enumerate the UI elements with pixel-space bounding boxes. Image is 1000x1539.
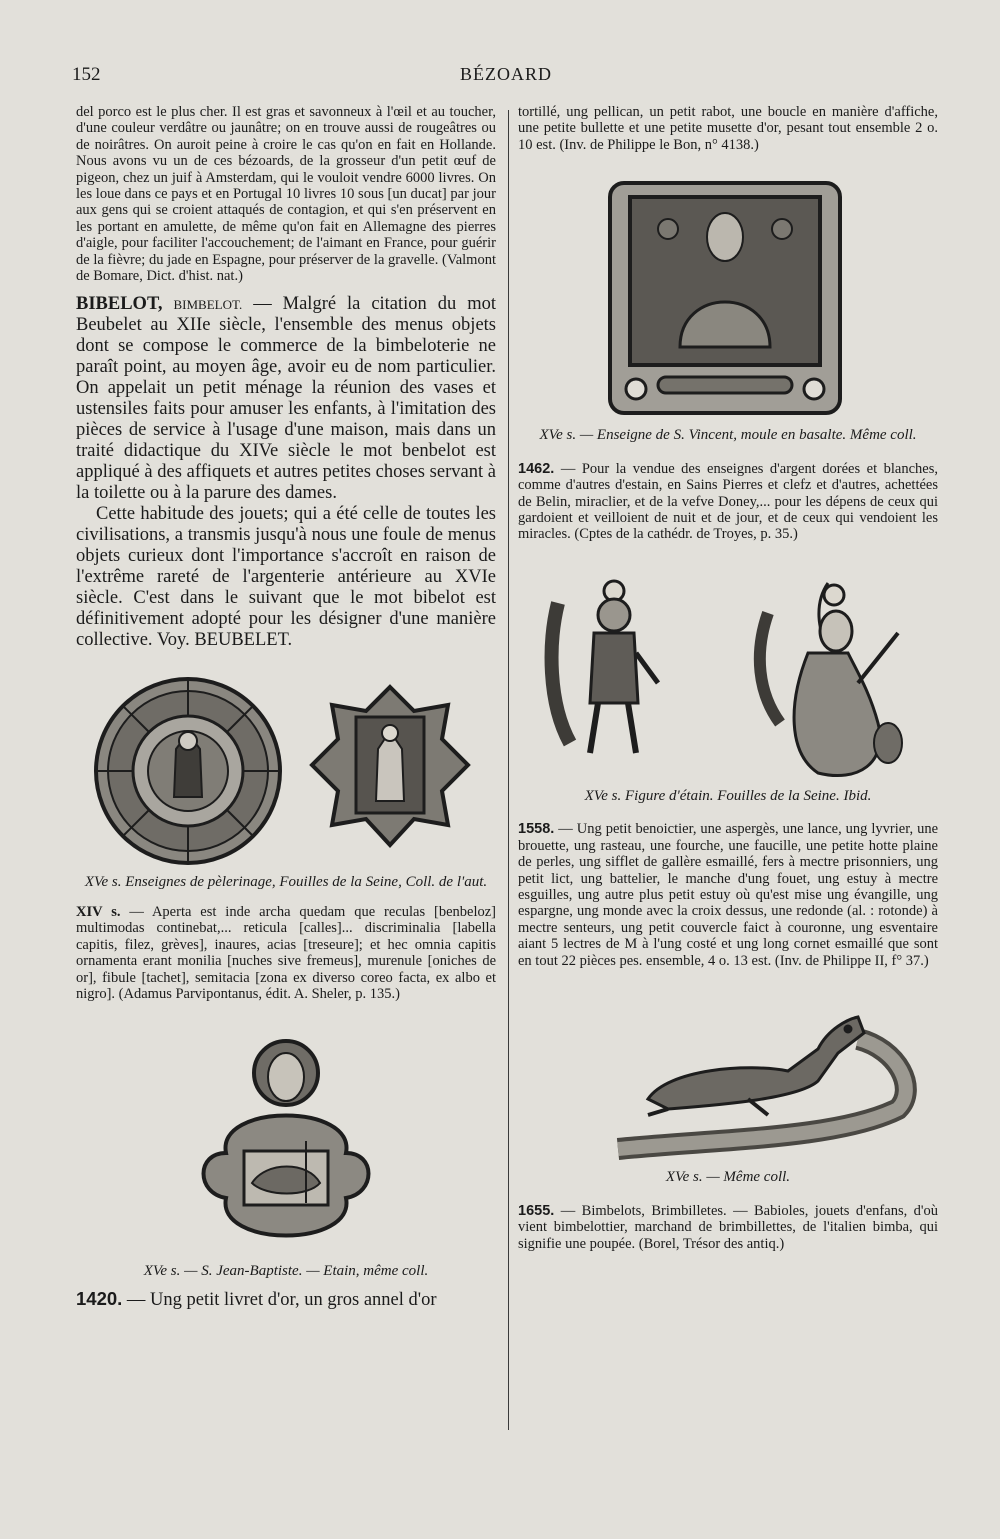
caption-pilgrim-badges: XVe s. Enseignes de pèlerinage, Fouilles de la Seine, Coll. de l'aut. (84, 874, 488, 891)
xiv-entry (76, 904, 496, 1002)
page-header (72, 64, 940, 90)
bezoard-paragraph: del porco est le plus cher. Il est gras et savonneux à l'œil et au toucher, d'une couleur verdâtre ou jaunâtre; on en trouve aussi de rougeâtres ou de noirâtres. On auroit peine à croire le cas qu'on en fait en Hollande. Nous avons vu un de ces bézoards, de la grosseur d'un petit œuf de pigeon, chez un juif à Amsterdam, qui le vouloit vendre 6000 livres. On les loue dans ce pays et en Portugal 10 livres 10 sous [un ducat] par jour aux gens qui se croient attaqués de contagion, et qui s'en préservent en les portant en amulette, de même qu'on fait en Allemagne des pierres d'aigle, pour faciliter l'accouchement; de l'aimant en France, pour guérir de la fièvre; du jade en Espagne, pour préserver de la gravelle. (Valmont de Bomare, Dict. d'hist. nat.) (76, 104, 496, 285)
entry-1420-text: — Ung petit livret d'or, un gros annel d'or (126, 1290, 437, 1311)
entry-1462-number: 1462. (518, 460, 555, 477)
bibelot-entry (76, 294, 496, 504)
entry-1420 (76, 1288, 496, 1311)
bibelot-paragraph-2: Cette habitude des jouets; qui a été celle de toutes les civilisations, a transmis jusqu'à nous une foule de menus objets curieux dont l'importance s'accroît en raison de l'extrême rareté de l'argenterie antérieure au XVIe siècle. C'est dans le suivant que le mot bibelot est définitivement adopté pour les désigner d'une manière collective. Voy. BEUBELET. (76, 504, 496, 651)
entry-1655-text: — Bimbelots, Brimbilletes. — Babioles, jouets d'enfans, d'où vient bimbelottier, marchand de brimbillettes, de l'italien bimba, qui signifie une poupée. (Borel, Trésor des antiq.) (518, 1202, 939, 1252)
st-vincent-mould-illustration (518, 177, 938, 427)
xiv-label: XIV s. (76, 904, 121, 921)
pilgrim-badges-illustration (76, 669, 496, 874)
entry-1462 (518, 461, 938, 543)
caption-st-john: XVe s. — S. Jean-Baptiste. — Etain, même coll. (143, 1262, 429, 1279)
caption-dog-badge: XVe s. — Même coll. (665, 1169, 791, 1186)
running-title: BÉZOARD (460, 64, 552, 84)
column-divider (508, 110, 509, 1430)
xiv-text: — Aperta est inde archa quedam que reculas [benbeloz] multimodas continebat,... reticula [calles]... discriminalia [labella capitis, filez, grèves], inaures, acias [treseure]; et hec omnia capitis ornamenta erant monilia [nuches sive fremeus], murenule [oniches de or], fibule [tachet], semitacia [zona ex diverso coreo facta, ex albo et nigro]. (Adamus Parvipontanus, édit. A. Sheler, p. 135.) (76, 904, 496, 1003)
right-column (518, 104, 938, 1252)
bibelot-text: — Malgré la citation du mot Beubelet au XIIe siècle, l'ensemble des menus objets dont se compose le commerce de la bimbeloterie ne paraît point, au moyen âge, avoir eu de nom particulier. On appelait un petit ménage la réunion des vases et ustensiles faits pour amuser les enfants, à l'imitation des pièces de service à l'usage d'une maison, mais dans un traité didactique du XIVe siècle le mot benbelot est appliqué à des affiquets et autres petites choses servant à la toilette ou à la parure des dames. (76, 294, 496, 504)
entry-1558-number: 1558. (518, 821, 555, 838)
bibelot-headword: BIBELOT, (76, 294, 163, 315)
entry-1462-text: — Pour la vendue des enseignes d'argent dorées et blanches, comme d'autres d'estain, en Sains Pierres et clefz et d'autres, achettées de Belin, miraclier, et de la vefve Doney,... pour les dépens de ceux qui gardoient et veilloient de nuit et de jour, et de ceux qui vendoient les miracles. (Cptes de la cathédr. de Troyes, p. 35.) (518, 460, 939, 543)
entry-1558 (518, 821, 938, 969)
dog-badge-illustration (518, 989, 938, 1169)
caption-st-vincent: XVe s. — Enseigne de S. Vincent, moule en basalte. Même coll. (539, 427, 917, 444)
bibelot-variant: BIMBELOT. (173, 297, 243, 313)
entry-1655-number: 1655. (518, 1202, 555, 1219)
entry-1420-number: 1420. (76, 1288, 123, 1310)
entry-1655 (518, 1203, 938, 1252)
continued-entry: tortillé, ung pellican, un petit rabot, une boucle en manière d'affiche, une petite bullette et une petite musette d'or, pesant tout ensemble 2 o. 10 est. (Inv. de Philippe le Bon, n° 4138.) (518, 104, 938, 153)
page-number: 152 (72, 64, 101, 85)
st-john-baptist-illustration (76, 1033, 496, 1263)
left-column (76, 104, 496, 1311)
caption-pewter-figures: XVe s. Figure d'étain. Fouilles de la Seine. Ibid. (584, 787, 872, 804)
entry-1558-text: — Ung petit benoictier, une aspergès, une lance, ung lyvrier, une brouette, ung rasteau, une fourche, une faucille, une petite hotte plaine de perles, ung sifflet de gallère esmaillé, fers à mectre prisonniers, ung petit lict, ung battelier, le manche d'ung fouet, ung estuy à mectre esguilles, ung autre plus petit estuy où qu'est mise ung évangille, ung espargne, ung monde avec la croix dessus, une redonde (al. : rotonde) à mectre senteurs, ung petit couvercle faict à couronne, ung esventaire aiant 5 lectres de M à l'ung costé et ung long cornet esmaillé que sont en tout 22 pièces pes. ensemble, 4 o. 13 est. (Inv. de Philippe II, f° 37.) (518, 821, 939, 969)
pewter-figures-illustration (518, 573, 938, 788)
